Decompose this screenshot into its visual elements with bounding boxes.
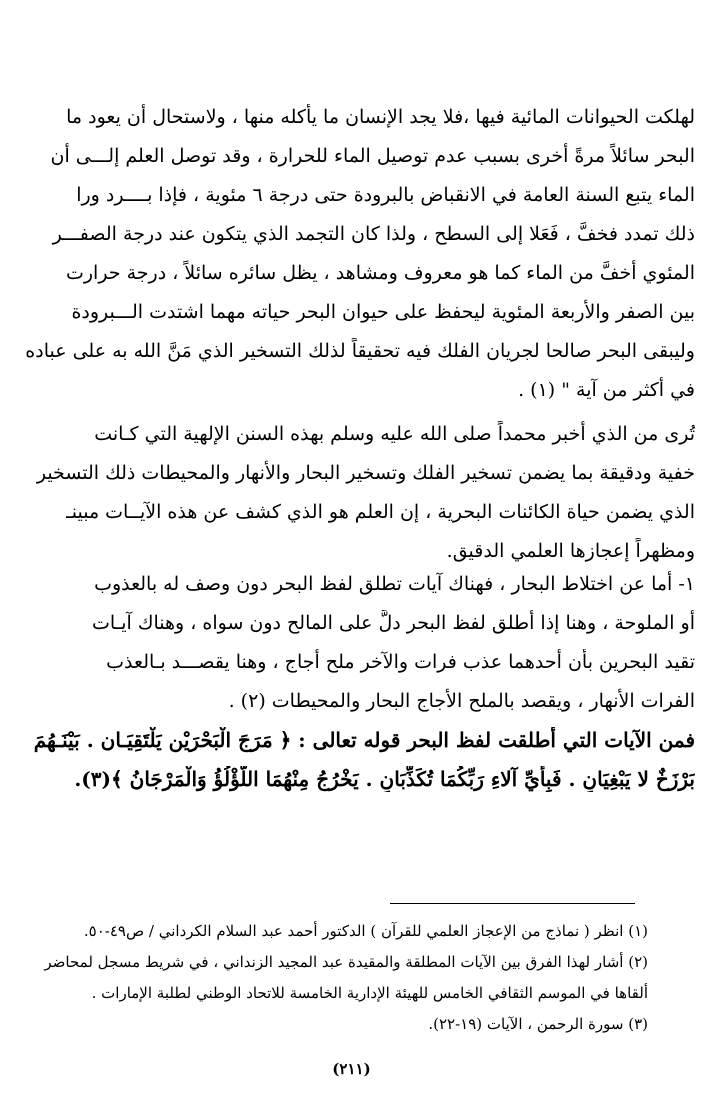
body-line: الفرات الأنهار ، ويقصد بالملح الأجاج البحار والمحيطات (٢) . [228, 690, 695, 712]
body-line: تُرى من الذي أخبر محمداً صلى الله عليه وسلم بهذه السنن الإلهية التي كـانت [94, 423, 695, 445]
body-line: الذي يضمن حياة الكائنات البحرية ، إن العلم هو الذي كشف عن هذه الآيــات مبينـ [66, 501, 695, 523]
body-line: ١- أما عن اختلاط البحار ، فهناك آيات تطلق لفظ البحر دون وصف له بالعذوب [94, 573, 695, 595]
body-line: ومظهراً إعجازها العلمي الدقيق. [446, 540, 695, 562]
body-line: بين الصفر والأربعة المئوية ليحفظ على حيوان البحر حياته مهما اشتدت الـــبرودة [71, 301, 695, 323]
quran-verse-line: فمن الآيات التي أطلقت لفظ البحر قوله تعالى : ﴿ مَرَجَ الْبَحْرَيْنِ يَلْتَقِيَـان . بَيْنَـهُمَ [33, 728, 695, 752]
body-line: في أكثر من آية " (١) . [518, 379, 695, 401]
footnote: (١) انظر ( نماذج من الإعجاز العلمي للقرآن ) الدكتور أحمد عبد السلام الكرداني / ص٤٩-٥٠. [83, 922, 648, 940]
body-line: ذلك تمدد فخفَّ ، فَعَلا إلى السطح ، ولذا كان التجمد الذي يتكون عند درجة الصفـــر [52, 223, 695, 245]
body-line: الماء يتبع السنة العامة في الانقباض بالبرودة حتى درجة ٦ مئوية ، فإذا بــــرد ورا [76, 184, 695, 206]
body-line: المئوي أخفَّ من الماء كما هو معروف ومشاهد ، يظل سائره سائلاً ، درجة حرارت [65, 262, 695, 284]
body-line: لهلكت الحيوانات المائية فيها ،فلا يجد الإنسان ما يأكله منها ، ولاستحال أن يعود ما [66, 106, 695, 128]
footnote: ألقاها في الموسم الثقافي الخامس للهيئة الإدارية الخامسة للاتحاد الوطني لطلبة الإمارات . [91, 984, 648, 1002]
page-number: (٢١١) [332, 1060, 371, 1078]
footnote: (٢) أشار لهذا الفرق بين الآيات المطلقة والمقيدة عبد المجيد الزنداني ، في شريط مسجل لمحاضر [44, 953, 648, 971]
quran-verse-line: بَرْزَخٌ لا يَبْغِيَانِ . فَبِأَيِّ آلاءِ رَبِّكُمَا تُكَذِّبَانِ . يَخْرُجُ مِنْهُمَا اللُّؤْلُؤُ وَالْمَرْجَانُ ﴾(٣). [74, 767, 695, 791]
body-line: وليبقى البحر صالحا لجريان الفلك فيه تحقيقاً لذلك التسخير الذي مَنَّ الله به على عباده [25, 340, 695, 362]
body-line: البحر سائلاً مرةً أخرى بسبب عدم توصيل الماء للحرارة ، وقد توصل العلم إلـــى أن [50, 145, 695, 167]
body-line: خفية ودقيقة بما يضمن تسخير الفلك وتسخير البحار والأنهار والمحيطات ذلك التسخير [36, 462, 695, 484]
footnote: (٣) سورة الرحمن ، الآيات (١٩-٢٢). [428, 1015, 648, 1033]
body-line: تقيد البحرين بأن أحدهما عذب فرات والآخر ملح أجاج ، وهنا يقصـــد بـالعذب [106, 651, 695, 673]
body-line: أو الملوحة ، وهنا إذا أُطلق لفظ البحر دلَّ على المالح دون سواه ، وهناك آيـات [91, 612, 695, 634]
footnote-separator [390, 903, 635, 904]
